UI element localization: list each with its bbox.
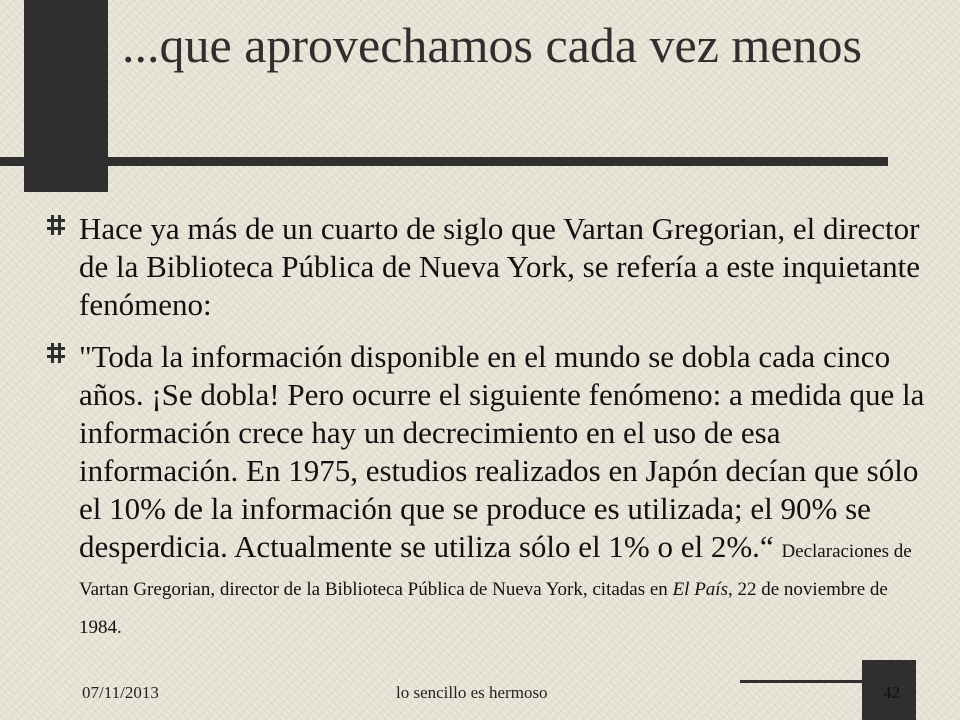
- footer-date: 07/11/2013: [82, 683, 159, 702]
- quote-paragraph: [79, 338, 926, 642]
- hash-bullet-icon: [46, 214, 66, 236]
- bullet-list: [46, 210, 926, 656]
- bullet-text: Hace ya más de un cuarto de siglo que Vartan Gregorian, el director de la Biblioteca Pública de Nueva York, se refería a este inquietante fenómeno:: [79, 211, 921, 322]
- page-number: 42: [883, 683, 900, 702]
- reference-source: El País: [672, 579, 728, 600]
- reference-text: Declaraciones de Vartan Gregorian, director de la Biblioteca Pública de Nueva York, citadas en: [79, 541, 912, 600]
- hash-bullet-icon: [46, 342, 66, 364]
- slide-title: ...que aprovechamos cada vez menos: [122, 17, 862, 73]
- bullet-item-quote: [46, 338, 926, 642]
- footer-caption: lo sencillo es hermoso: [396, 683, 548, 702]
- page-number-line: [740, 680, 865, 683]
- slide-footer: [0, 683, 960, 705]
- bullet-item-intro: [46, 210, 926, 324]
- reference-date: , 22 de noviembre de 1984.: [79, 579, 888, 638]
- quote-text: "Toda la información disponible en el mundo se dobla cada cinco años. ¡Se dobla! Pero ocurre el siguiente fenómeno: a medida que la información crece hay un decrecimiento en el uso de esa información. En 1975, estudios realizados en Japón decían que sólo el 10% de la información que se produce es utilizada; el 90% se desperdicia. Actualmente se utiliza sólo el 1% o el 2%.“: [79, 339, 925, 564]
- title-underline-bar: [0, 157, 888, 166]
